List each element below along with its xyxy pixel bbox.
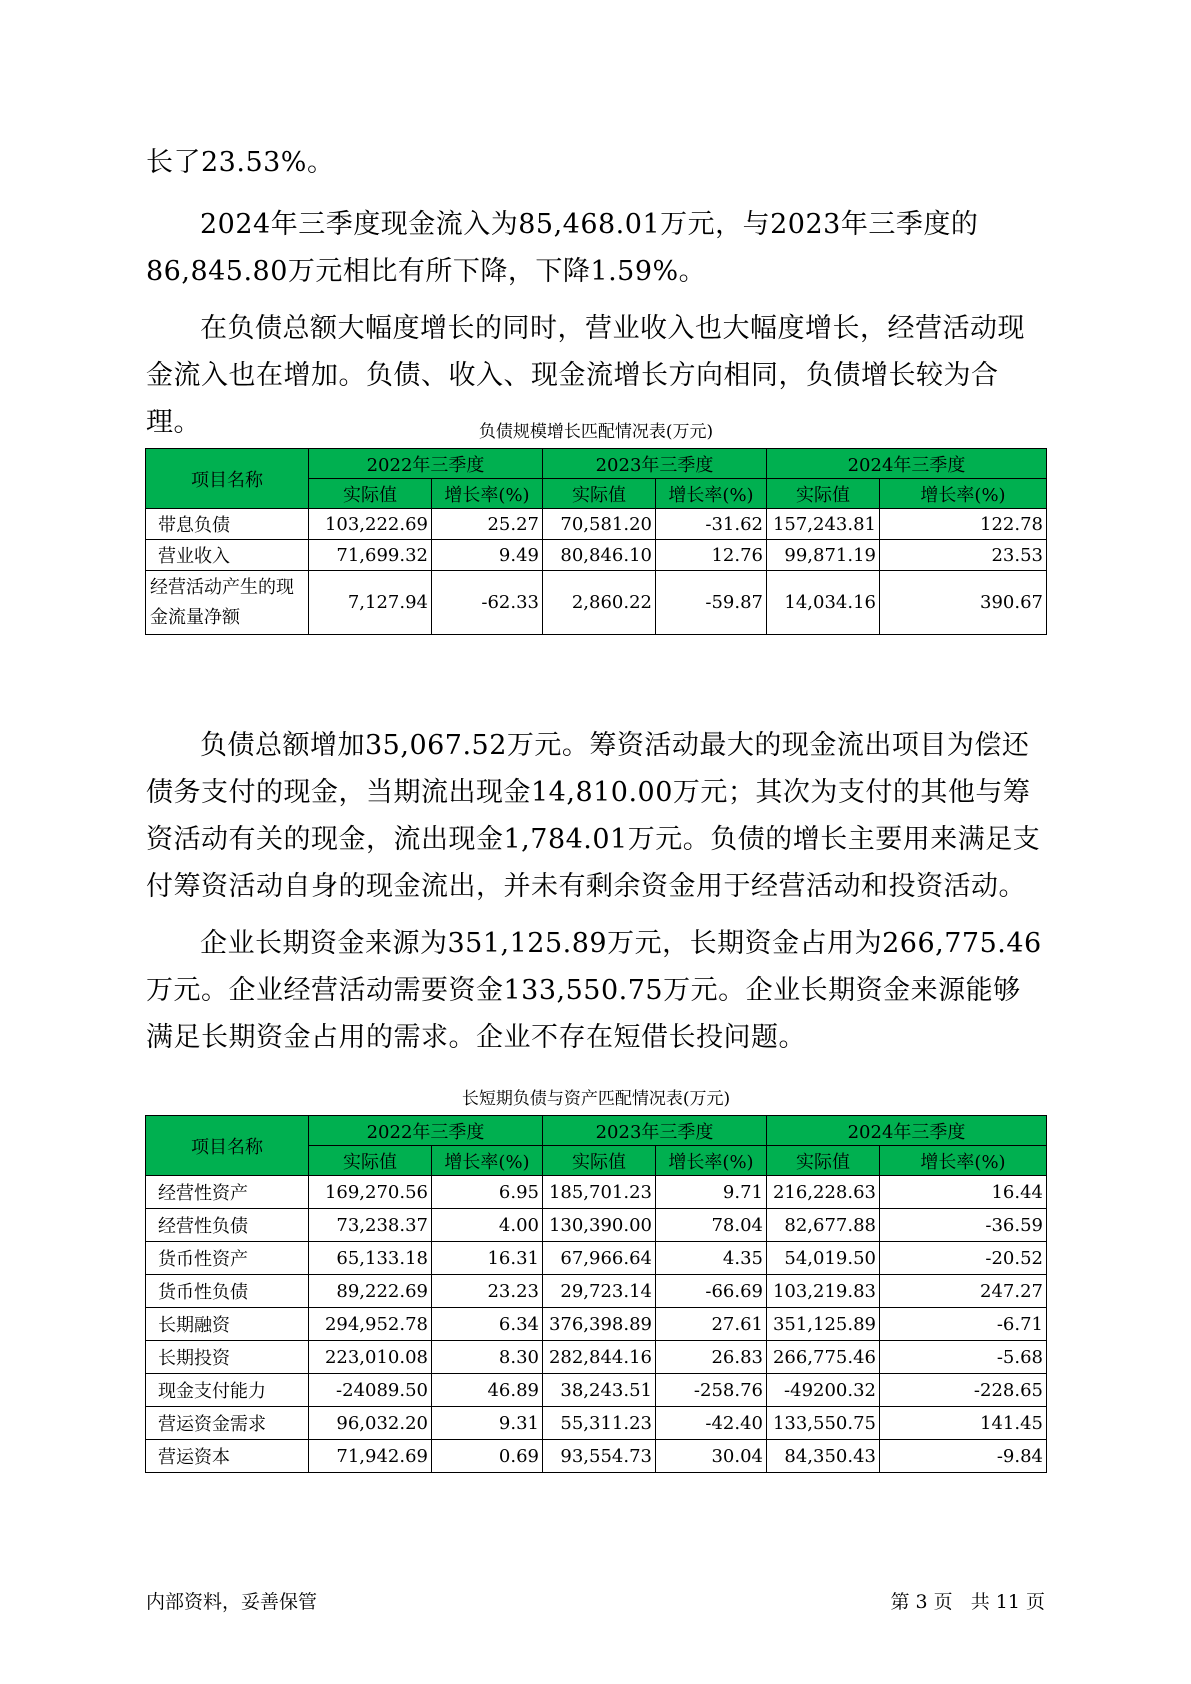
- period-header: 2023年三季度: [543, 449, 767, 479]
- actual-value-header: 实际值: [309, 479, 432, 509]
- paragraph-text: 在负债总额大幅度增长的同时，营业收入也大幅度增长，经营活动现金流入也在增加。负债、收入、现金流增长方向相同，负债增长较为合理。: [146, 313, 1025, 438]
- cell: 27.61: [656, 1308, 767, 1341]
- row-label: 货币性资产: [146, 1242, 309, 1275]
- cell: 78.04: [656, 1209, 767, 1242]
- row-label: 经营性负债: [146, 1209, 309, 1242]
- cell: 93,554.73: [543, 1440, 656, 1473]
- cell: 96,032.20: [309, 1407, 432, 1440]
- period-header: 2024年三季度: [767, 449, 1047, 479]
- row-label: 营运资本: [146, 1440, 309, 1473]
- actual-value-header: 实际值: [309, 1146, 432, 1176]
- actual-value-header: 实际值: [543, 479, 656, 509]
- cell: 216,228.63: [767, 1176, 880, 1209]
- debt-growth-table: [145, 448, 1047, 635]
- growth-rate-header: 增长率(%): [432, 1146, 543, 1176]
- period-header: 2022年三季度: [309, 449, 543, 479]
- table-row: [146, 1209, 1047, 1242]
- cell: 294,952.78: [309, 1308, 432, 1341]
- actual-value-header: 实际值: [767, 479, 880, 509]
- paragraph-text: 2024年三季度现金流入为85,468.01万元，与2023年三季度的86,845.80万元相比有所下降，下降1.59%。: [146, 209, 979, 287]
- cell: 29,723.14: [543, 1275, 656, 1308]
- cell: -24089.50: [309, 1374, 432, 1407]
- actual-value-header: 实际值: [767, 1146, 880, 1176]
- table-row: [146, 540, 1047, 571]
- cell: -66.69: [656, 1275, 767, 1308]
- cell: -20.52: [880, 1242, 1047, 1275]
- cell: 16.44: [880, 1176, 1047, 1209]
- cell: -62.33: [432, 571, 543, 635]
- cell: 103,222.69: [309, 509, 432, 540]
- period-header: 2022年三季度: [309, 1116, 543, 1146]
- cell: 46.89: [432, 1374, 543, 1407]
- cell: 390.67: [880, 571, 1047, 635]
- cell: 185,701.23: [543, 1176, 656, 1209]
- item-name-header: 项目名称: [146, 449, 309, 509]
- footer-confidential-note: 内部资料，妥善保管: [146, 1591, 318, 1613]
- cell: 0.69: [432, 1440, 543, 1473]
- cell: 247.27: [880, 1275, 1047, 1308]
- actual-value-header: 实际值: [543, 1146, 656, 1176]
- table1-caption: 负债规模增长匹配情况表(万元): [478, 422, 714, 442]
- cell: 282,844.16: [543, 1341, 656, 1374]
- asset-liability-match-table: [145, 1115, 1047, 1473]
- cell: 54,019.50: [767, 1242, 880, 1275]
- cell: -36.59: [880, 1209, 1047, 1242]
- cell: 133,550.75: [767, 1407, 880, 1440]
- growth-rate-header: 增长率(%): [432, 479, 543, 509]
- cell: 169,270.56: [309, 1176, 432, 1209]
- row-label: 现金支付能力: [146, 1374, 309, 1407]
- growth-rate-header: 增长率(%): [880, 1146, 1047, 1176]
- row-label: 货币性负债: [146, 1275, 309, 1308]
- cell: 16.31: [432, 1242, 543, 1275]
- cell: 9.31: [432, 1407, 543, 1440]
- table-row: [146, 571, 1047, 635]
- paragraph-debt-increase: [146, 722, 1046, 910]
- table-row: [146, 1176, 1047, 1209]
- row-label: 经营活动产生的现金流量净额: [146, 571, 309, 635]
- cell: 9.49: [432, 540, 543, 571]
- paragraph-long-term-funding: [146, 920, 1046, 1061]
- cell: 67,966.64: [543, 1242, 656, 1275]
- cell: 6.95: [432, 1176, 543, 1209]
- cell: -49200.32: [767, 1374, 880, 1407]
- paragraph-text: 长了23.53%。: [146, 147, 335, 178]
- cell: 376,398.89: [543, 1308, 656, 1341]
- cell: 65,133.18: [309, 1242, 432, 1275]
- table-row: [146, 509, 1047, 540]
- cell: 122.78: [880, 509, 1047, 540]
- cell: 71,699.32: [309, 540, 432, 571]
- cell: 30.04: [656, 1440, 767, 1473]
- cell: 351,125.89: [767, 1308, 880, 1341]
- table-row: [146, 1341, 1047, 1374]
- paragraph-text: 负债总额增加35,067.52万元。筹资活动最大的现金流出项目为偿还债务支付的现金，当期流出现金14,810.00万元；其次为支付的其他与筹资活动有关的现金，流出现金1,784.01万元。负债的增长主要用来满足支付筹资活动自身的现金流出，并未有剩余资金用于经营活动和投资活动。: [146, 730, 1041, 902]
- cell: 103,219.83: [767, 1275, 880, 1308]
- cell: 70,581.20: [543, 509, 656, 540]
- cell: 23.53: [880, 540, 1047, 571]
- row-label: 带息负债: [146, 509, 309, 540]
- period-header: 2023年三季度: [543, 1116, 767, 1146]
- row-label: 长期融资: [146, 1308, 309, 1341]
- paragraph-continuation: [146, 139, 1046, 186]
- cell: -5.68: [880, 1341, 1047, 1374]
- row-label: 经营性资产: [146, 1176, 309, 1209]
- cell: 4.00: [432, 1209, 543, 1242]
- cell: 12.76: [656, 540, 767, 571]
- row-label: 营业收入: [146, 540, 309, 571]
- table2-caption: 长短期负债与资产匹配情况表(万元): [461, 1089, 731, 1109]
- cell: 80,846.10: [543, 540, 656, 571]
- cell: -42.40: [656, 1407, 767, 1440]
- cell: -258.76: [656, 1374, 767, 1407]
- cell: 25.27: [432, 509, 543, 540]
- cell: 89,222.69: [309, 1275, 432, 1308]
- cell: 130,390.00: [543, 1209, 656, 1242]
- cell: -228.65: [880, 1374, 1047, 1407]
- cell: -59.87: [656, 571, 767, 635]
- table-row: [146, 1374, 1047, 1407]
- cell: 7,127.94: [309, 571, 432, 635]
- cell: -31.62: [656, 509, 767, 540]
- paragraph-text: 企业长期资金来源为351,125.89万元，长期资金占用为266,775.46万元。企业经营活动需要资金133,550.75万元。企业长期资金来源能够满足长期资金占用的需求。企业不存在短借长投问题。: [146, 928, 1042, 1053]
- cell: 266,775.46: [767, 1341, 880, 1374]
- cell: 14,034.16: [767, 571, 880, 635]
- cell: -6.71: [880, 1308, 1047, 1341]
- cell: 141.45: [880, 1407, 1047, 1440]
- table-row: [146, 1275, 1047, 1308]
- period-header: 2024年三季度: [767, 1116, 1047, 1146]
- row-label: 营运资金需求: [146, 1407, 309, 1440]
- page-number: 第 3 页 共 11 页: [890, 1591, 1045, 1613]
- cell: 6.34: [432, 1308, 543, 1341]
- cell: 99,871.19: [767, 540, 880, 571]
- cell: 4.35: [656, 1242, 767, 1275]
- cell: 8.30: [432, 1341, 543, 1374]
- cell: 223,010.08: [309, 1341, 432, 1374]
- cell: 26.83: [656, 1341, 767, 1374]
- cell: 55,311.23: [543, 1407, 656, 1440]
- growth-rate-header: 增长率(%): [656, 479, 767, 509]
- cell: 38,243.51: [543, 1374, 656, 1407]
- cell: 71,942.69: [309, 1440, 432, 1473]
- cell: 2,860.22: [543, 571, 656, 635]
- growth-rate-header: 增长率(%): [880, 479, 1047, 509]
- cell: -9.84: [880, 1440, 1047, 1473]
- table-row: [146, 1407, 1047, 1440]
- row-label: 长期投资: [146, 1341, 309, 1374]
- table-row: [146, 1308, 1047, 1341]
- item-name-header: 项目名称: [146, 1116, 309, 1176]
- table-row: [146, 1440, 1047, 1473]
- cell: 84,350.43: [767, 1440, 880, 1473]
- growth-rate-header: 增长率(%): [656, 1146, 767, 1176]
- cell: 23.23: [432, 1275, 543, 1308]
- cell: 9.71: [656, 1176, 767, 1209]
- cell: 157,243.81: [767, 509, 880, 540]
- paragraph-cash-inflow: [146, 201, 1046, 295]
- table-row: [146, 1242, 1047, 1275]
- cell: 73,238.37: [309, 1209, 432, 1242]
- cell: 82,677.88: [767, 1209, 880, 1242]
